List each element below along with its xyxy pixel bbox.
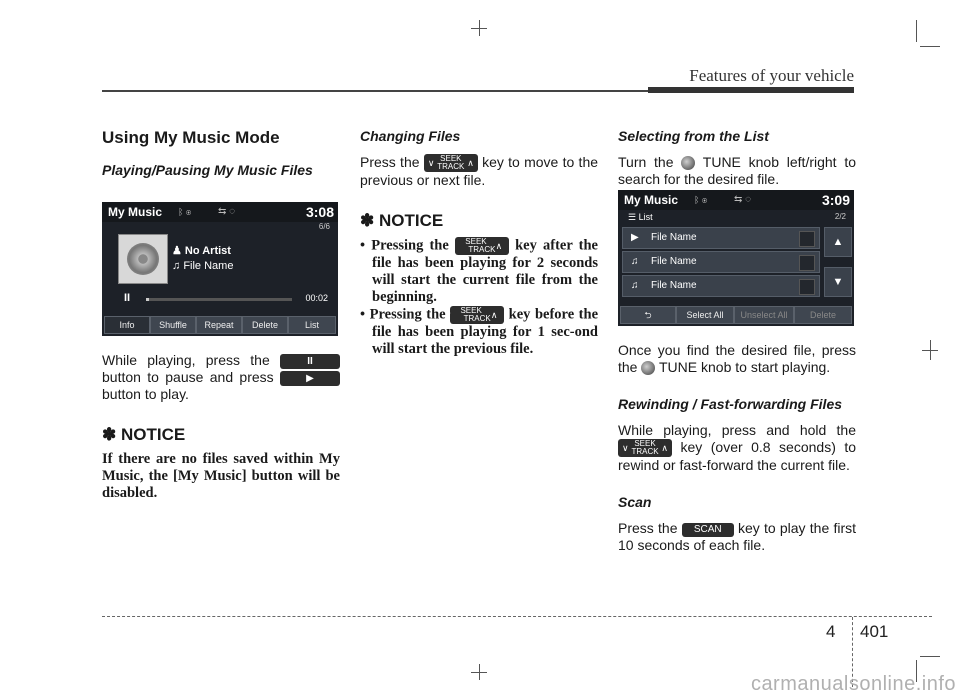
clock: 3:08 <box>305 204 334 220</box>
text: key to move to the previous or next file. <box>360 154 599 189</box>
pause-icon[interactable]: II <box>124 292 131 304</box>
column-3-body <box>618 342 856 554</box>
screen-title: My Music <box>624 193 679 207</box>
softkey-list[interactable]: List <box>288 316 336 334</box>
text: TUNE knob to start playing. <box>659 359 831 375</box>
back-arrow-icon: ⮌ <box>644 310 652 320</box>
seek-track-key-icon: ∨ SEEK TRACK ∧ <box>424 154 478 172</box>
crop-mark <box>916 20 917 42</box>
list-count: 2/2 <box>834 212 846 221</box>
tune-press-text <box>618 342 856 376</box>
column-1-body <box>102 352 340 502</box>
progress-fill <box>146 298 149 301</box>
crop-mark <box>920 46 940 47</box>
music-note-icon: ♫ <box>631 280 639 291</box>
text: While playing, press the <box>102 352 270 368</box>
notice-title: ✽ NOTICE <box>360 211 444 231</box>
softkey-shuffle[interactable]: Shuffle <box>150 316 196 334</box>
text: • Pressing the <box>360 237 449 254</box>
artist-icon: ♟ <box>172 245 185 257</box>
delete-button[interactable]: Delete <box>794 306 852 324</box>
text: Press the <box>360 154 420 170</box>
text: button <box>102 369 141 385</box>
clock: 3:09 <box>821 192 850 208</box>
column-3 <box>618 128 856 188</box>
album-art <box>118 234 168 284</box>
heading-my-music: Using My Music Mode <box>102 128 280 147</box>
file-row <box>172 260 233 272</box>
key-label: SEEK <box>465 237 487 247</box>
heading-selecting-list: Selecting from the List <box>618 128 769 144</box>
section-title: Features of your vehicle <box>689 66 854 85</box>
checkbox[interactable] <box>799 255 815 271</box>
bluetooth-icon: ᛒ ◉ <box>694 195 708 205</box>
text: Once you find the desired file, press the <box>618 342 856 375</box>
artist-row <box>172 244 231 257</box>
usb-icon: ⇆ ◌ <box>218 206 236 217</box>
softkey-delete[interactable]: Delete <box>242 316 288 334</box>
play-circle-icon: ▶ <box>631 232 639 243</box>
crop-mark <box>920 656 940 657</box>
header-rule-accent <box>648 87 854 93</box>
heading-rewind-ff: Rewinding / Fast-forwarding Files <box>618 396 843 412</box>
heading-scan: Scan <box>618 494 652 511</box>
selecting-list-text <box>618 154 856 188</box>
progress-bar[interactable] <box>146 298 292 301</box>
unselect-all-button[interactable]: Unselect All <box>734 306 794 324</box>
my-music-player-screen <box>102 202 338 336</box>
play-key-icon: ▶ <box>280 371 340 386</box>
list-label: List <box>638 212 653 222</box>
scroll-down-button[interactable]: ▼ <box>824 267 852 297</box>
notice-body: If there are no files saved within My Music, the [My Music] button will be disabled. <box>102 451 340 501</box>
text: • Pressing the <box>360 306 446 323</box>
track-count: 6/6 <box>318 222 330 231</box>
tune-knob-icon <box>641 361 655 375</box>
softkey-info[interactable]: Info <box>104 316 150 334</box>
softkey-repeat[interactable]: Repeat <box>196 316 242 334</box>
usb-icon: ⇆ ◌ <box>734 194 752 205</box>
list-item-label: File Name <box>651 280 697 291</box>
crop-mark <box>922 350 938 351</box>
music-note-icon: ♫ <box>631 256 639 267</box>
list-item[interactable] <box>622 227 820 249</box>
footer-rule <box>102 616 932 617</box>
key-label: TRACK <box>463 314 491 324</box>
rewind-ff-text <box>618 422 856 474</box>
key-label: TRACK <box>437 162 465 172</box>
watermark: carmanualsonline.info <box>750 673 956 695</box>
list-item-label: File Name <box>651 232 697 243</box>
text: key (over 0.8 seconds) to rewind or fast-forward the current file. <box>618 439 857 474</box>
list-header <box>628 212 653 223</box>
text: Press the <box>618 520 678 537</box>
column-1 <box>102 128 340 188</box>
text: While playing, press and hold the <box>618 422 856 438</box>
checkbox[interactable] <box>799 231 815 247</box>
changing-files-text <box>360 154 598 189</box>
text: key before the file has been playing for 1 sec-ond will start the previous file. <box>372 306 599 358</box>
list-item[interactable] <box>622 251 820 273</box>
subheading-play-pause: Playing/Pausing My Music Files <box>102 162 313 178</box>
list-icon: ☰ <box>628 212 639 222</box>
my-music-list-screen <box>618 190 854 326</box>
seek-track-key-icon: ∨ SEEK TRACK ∧ <box>618 439 672 457</box>
text: TUNE knob left/right to search for the desired file. <box>618 154 857 187</box>
screen-title: My Music <box>108 205 163 219</box>
seek-track-key-icon: ∨ SEEK TRACK ∧ <box>450 306 504 324</box>
checkbox[interactable] <box>799 279 815 295</box>
elapsed-time: 00:02 <box>305 293 328 303</box>
play-pause-text <box>102 352 340 403</box>
notice-bullet-2 <box>360 306 598 358</box>
notice-bullet-1 <box>360 237 598 306</box>
column-2 <box>360 128 598 358</box>
key-label: SEEK <box>440 154 462 164</box>
text: key to play the first 10 seconds of each file. <box>618 520 857 554</box>
page-number: 401 <box>860 622 889 641</box>
seek-track-key-icon: ∨ SEEK TRACK ∧ <box>455 237 509 255</box>
select-all-button[interactable]: Select All <box>676 306 734 324</box>
cd-icon <box>127 243 159 275</box>
file-name: File Name <box>183 260 234 272</box>
notice-title: ✽ NOTICE <box>102 425 186 444</box>
pause-key-icon: II <box>280 354 340 369</box>
scan-text <box>618 520 856 554</box>
text: key after the file has been playing for 2 seconds will start the current file from the beginning. <box>372 237 598 306</box>
crop-mark <box>471 28 487 29</box>
chapter-number: 4 <box>826 622 836 641</box>
key-label: TRACK <box>468 245 496 255</box>
tune-knob-icon <box>681 156 695 170</box>
text: Turn the <box>618 154 674 170</box>
key-label: TRACK <box>631 447 659 457</box>
artist-name: No Artist <box>184 245 231 257</box>
list-item[interactable] <box>622 275 820 297</box>
heading-changing-files: Changing Files <box>360 128 461 144</box>
list-item-label: File Name <box>651 256 697 267</box>
scroll-up-button[interactable]: ▲ <box>824 227 852 257</box>
back-button[interactable] <box>620 306 676 324</box>
bluetooth-icon: ᛒ ◉ <box>178 207 192 217</box>
text: play. <box>160 386 189 402</box>
scan-key-icon: SCAN <box>682 523 734 537</box>
music-note-icon: ♫ <box>172 260 184 272</box>
crop-mark <box>471 672 487 673</box>
text: to pause and press <box>147 369 274 385</box>
text: button to <box>102 386 157 402</box>
key-label: SEEK <box>460 306 482 316</box>
key-label: SEEK <box>634 439 656 449</box>
